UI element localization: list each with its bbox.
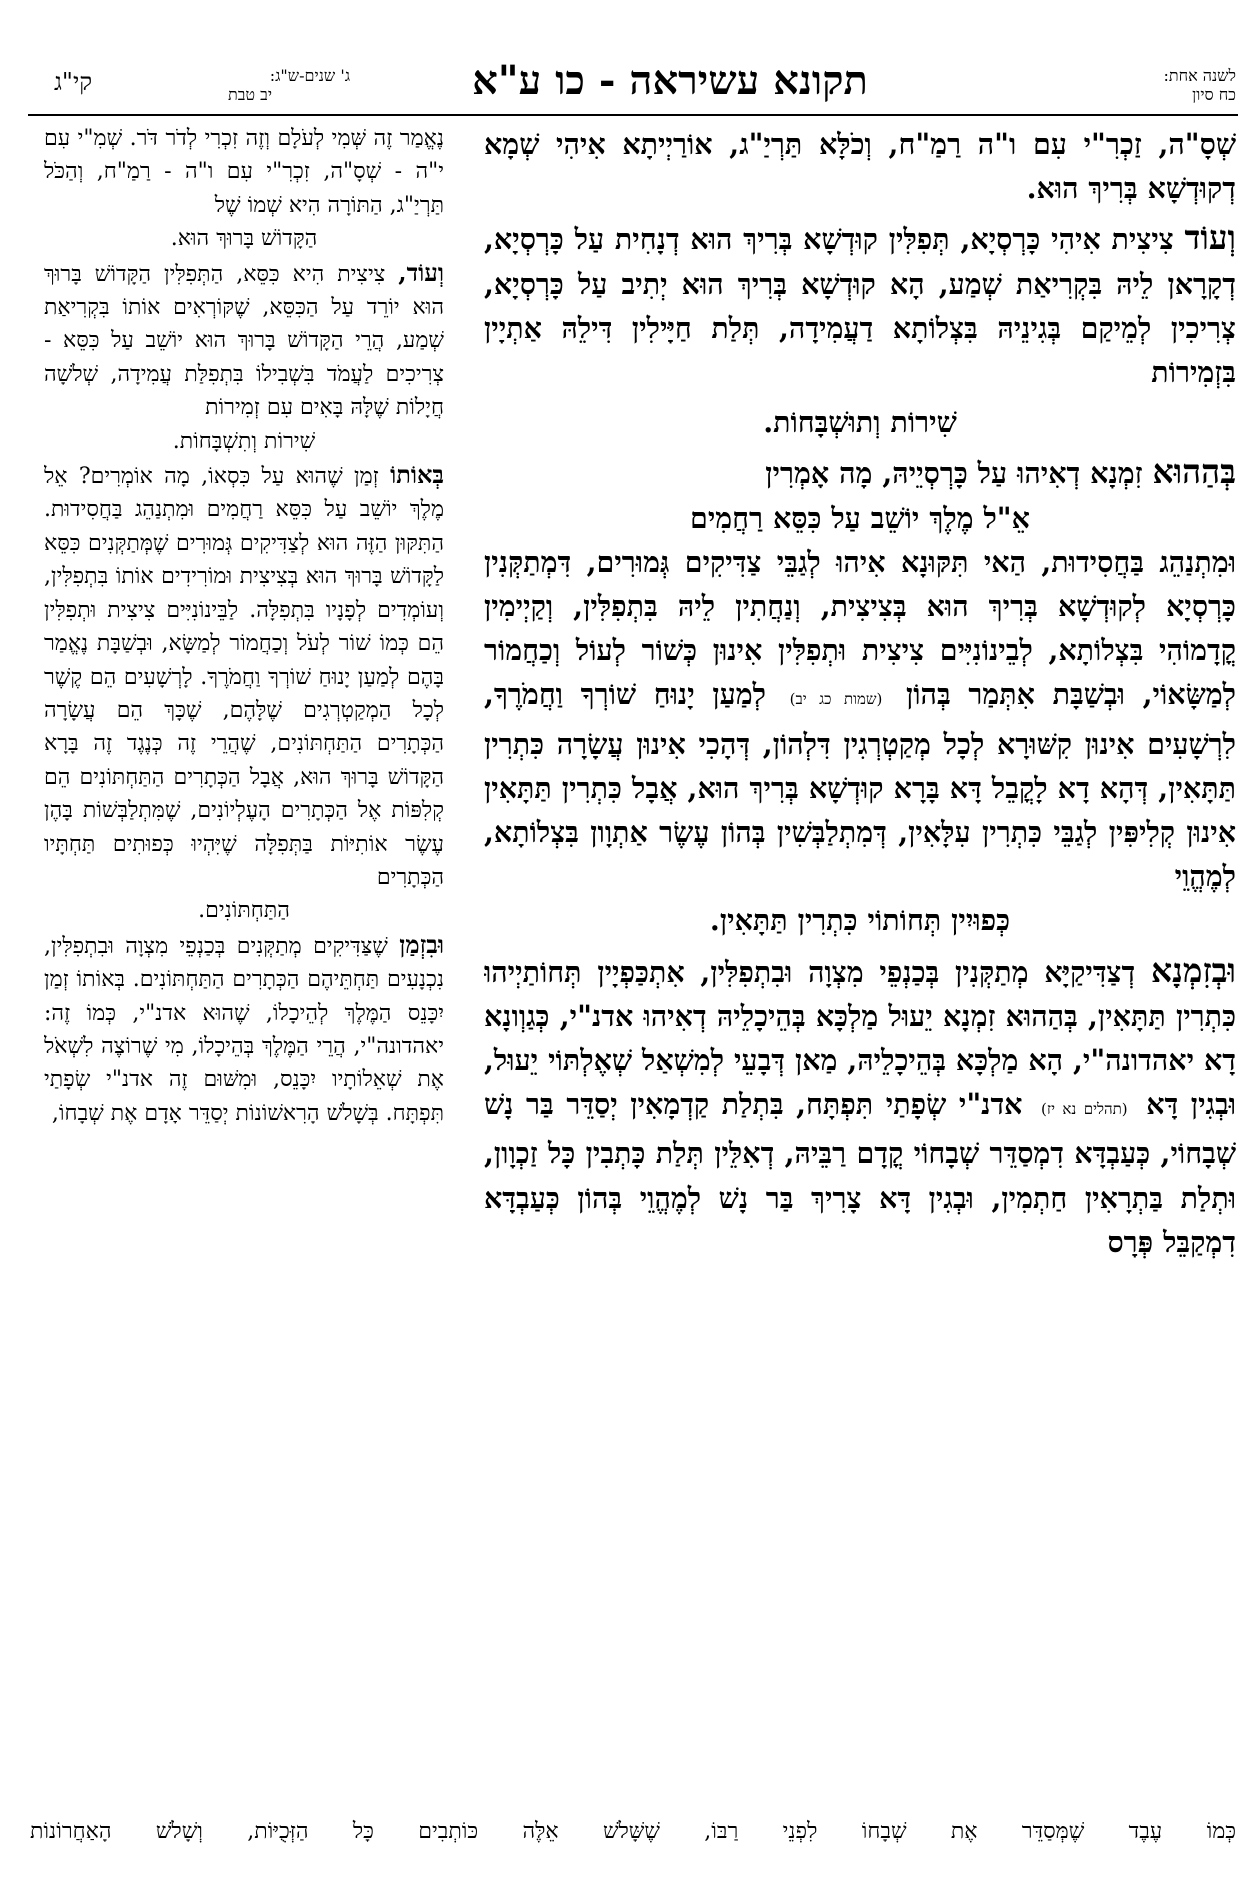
commentary-c4-text: שֶׁצַּדִּיקִים מְתַקְּנִים בְּכַנְפֵי מִצְוָה וּבִתְפִלִּין, נִכְנָעִים תַּחְתֵּיהֶם הַכְּתָרִים הַתַּחְתּוֹנִים. בְּאוֹתוֹ זְמַן יִכָּנֵס הַמֶּלֶךְ לְהֵיכָלוֹ, שֶׁהוּא אדנ"י, כְּמוֹ זֶה: יאהדונה"י, הֲרֵי הַמֶּלֶךְ בְּהֵיכָלוֹ, מִי שֶׁרוֹצֶה לִשְׁאֹל אֶת שְׁאֵלוֹתָיו יִכָּנֵס, וּמִשּׁוּם זֶה אדנ"י שְׂפָתַי תִּפְתָּח. בְּשָׁלֹשׁ הָרִאשׁוֹנוֹת יְסַדֵּר אָדָם אֶת שְׁבָחוֹ, <box>44 933 444 1126</box>
commentary-c1-closing-line: הַקָּדוֹשׁ בָּרוּךְ הוּא. <box>170 226 318 252</box>
commentary-c1-text: נֶאֱמַר זֶה שְּׁמִי לְעֹלָם וְזֶה זִכְרִי לְדֹר דֹּר. שְׁמִ"י עִם י"ה - שְׁסָ"ה, זִכְרִ"י עִם ו"ה - רַמַ"ח, וְהַכֹּל תַּרְיַ"ג, הַתּוֹרָה הִיא שְׁמוֹ שֶׁל <box>44 126 444 218</box>
main-p2-text: צִיצִית אִיהִי כָּרְסְיָא, תְּפִלִּין קוּדְשָׁא בְּרִיךְ הוּא דְנָחִית עַל כָּרְסְיָא, דְקָרָאן לֵיהּ בִּקְרִיאַת שְׁמַע, הָא קוּדְשָׁא בְּרִיךְ הוּא יְתִיב עַל כָּרְסְיָא, צְרִיכִין לְמֵיקַם בְּגִינֵיהּ בִּצְלוֹתָא דַעֲמִידָה, תְּלַת חַיָּילִין דִּילֵהּ אַתְיָין בִּזְמִירוֹת <box>484 222 1236 390</box>
header-date-one-year: כח סיון <box>1192 85 1236 104</box>
commentary-paragraph-3 <box>44 458 444 894</box>
main-p3-lead-word: בְּהַהוּא <box>1152 452 1236 492</box>
main-p2-lead-word: וְעוֹד <box>1184 218 1236 258</box>
main-p2-closing-line: שִׁירוֹת וְתוּשְׁבָּחוֹת. <box>763 405 957 440</box>
main-p3b-text: וּמִתְנַהֵג בַּחֲסִידוּת, הַאי תִּקּוּנָא אִיהוּ לְגַבֵּי צַדִּיקִים גְּמוּרִים, דִּמְתַקְּנִין כָּרְסְיָא לְקוּדְשָׁא בְּרִיךְ הוּא בְּצִיצִית, וְנַחֲתִין לֵיהּ בִּתְפִלִּין, וְקַיְימִין קֳדָמוֹהִי בִּצְלוֹתָא, לְבֵינוֹנִיִּים צִיצִית וּתְפִלִּין אִינוּן כְּשׁוֹר לְעוֹל וְכַחֲמוֹר לְמַשָּׂאוֹי, וּבְשַׁבָּת אִתְּמַר בְּהוֹן <box>484 544 1236 712</box>
main-scripture-reference-1: (שמות כג יב) <box>789 690 883 709</box>
commentary-c2-closing-line: שִׁירוֹת וְתִשְׁבָּחוֹת. <box>172 428 316 454</box>
commentary-c3-text: זְמַן שֶׁהוּא עַל כִּסְאוֹ, מָה אוֹמְרִים? אֵל מֶלֶךְ יוֹשֵׁב עַל כִּסֵּא רַחֲמִים וּמִתְנַהֵג בַּחֲסִידוּת. הַתִּקּוּן הַזֶּה הוּא לְצַדִּיקִים גְּמוּרִים שֶׁמְּתַקְּנִים כִּסֵּא לַקָּדוֹשׁ בָּרוּךְ הוּא בְּצִיצִית וּמוֹרִידִים אוֹתוֹ בִּתְפִלִּין, וְעוֹמְדִים לְפָנָיו בִּתְפִלָּה. לַבֵּינוֹנִיִּים צִיצִית וּתְפִלִּין הֵם כְּמוֹ שׁוֹר לְעֹל וְכַחֲמוֹר לְמַשָּׂא, וּבְשַׁבָּת נֶאֱמַר בָּהֶם לְמַעַן יָנוּחַ שׁוֹרְךָ וַחֲמֹרֶךָ. לָרְשָׁעִים הֵם קֶשֶׁר לְכָל הַמְקַטְרְגִים שֶׁלָּהֶם, שֶׁכָּךְ הֵם עֲשָׂרָה הַכְּתָרִים הַתַּחְתּוֹנִים, שֶׁהֲרֵי זֶה כְּנֶגֶד זֶה בָּרָא הַקָּדוֹשׁ בָּרוּךְ הוּא, אֲבָל הַכְּתָרִים הַתַּחְתּוֹנִים הֵם קְלִפּוֹת אֶל הַכְּתָרִים הָעֶלְיוֹנִים, שֶׁמִּתְלַבְּשׁוֹת בָּהֶן עֶשֶׂר אוֹתִיּוֹת בַּתְּפִלָּה שֶׁיִּהְיוּ כְּפוּתִים תַּחְתָּיו הַכְּתָרִים <box>44 464 444 890</box>
header-date-three-years: יב טבת <box>227 85 273 104</box>
commentary-continuation-line: כְּמוֹ עֶבֶד שֶׁמְּסַדֵּר אֶת שְׁבָחוֹ לִפְנֵי רַבּוֹ, שֶׁשָּׁלֹשׁ אֵלֶּה כּוֹתְבִים כָּל הַזְּכֻיּוֹת, וְשָׁלֹשׁ הָאַחֲרוֹנוֹת <box>30 1819 1236 1844</box>
main-p4b-text: אדנ"י שְׂפָתַי תִּפְתָּח, בִּתְלַת קַדְמָאִין יְסַדֵּר בַּר נָשׁ שְׁבָחוֹי, כְּעַבְדָּא דִמְסַדֵּר שְׁבָחוֹי קֳדָם רַבֵּיהּ, דְאִלֵּין תְּלַת כָּתְבִין כָּל זַכְוָון, וּתְלַת בַּתְרָאִין חַתְמִין, וּבְגִין דָּא צָרִיךְ בַּר נָשׁ לְמֶהֱוֵי בְּהוֹן כְּעַבְדָּא דִמְקַבֵּל פְּרָס <box>484 1087 1236 1259</box>
commentary-paragraph-4 <box>44 928 444 1130</box>
header-right-box <box>1036 66 1236 104</box>
page-title: תקונא עשיראה - כו ע"א <box>472 57 868 104</box>
main-p4-text: דְצַדִּיקַיָּא מְתַקְּנִין בְּכַנְפֵי מִצְוָה וּבִתְפִלִּין, אִתְכַּפְיָין תְּחוֹתַיְיהוּ כִּתְרִין תַּתָּאִין, בְּהַהוּא זִמְנָא יֵעוּל מַלְכָּא בְּהֵיכָלֵיהּ דְאִיהוּ אדנ"י, כְּגַוְונָא דָא יאהדונה"י, הָא מַלְכָּא בְּהֵיכָלֵיהּ, מַאן דְּבָעֵי לְמִשְׁאַל שְׁאֶלְתּוֹי יֵעוּל, וּבְגִין דָּא <box>484 954 1236 1122</box>
commentary-c2-text: צִיצִית הִיא כִּסֵּא, הַתְּפִלִּין הַקָּדוֹשׁ בָּרוּךְ הוּא יוֹרֵד עַל הַכִּסֵּא, שֶׁקּוֹרְאִים אוֹתוֹ בִּקְרִיאַת שְׁמַע, הֲרֵי הַקָּדוֹשׁ בָּרוּךְ הוּא יוֹשֵׁב עַל כִּסֵּא - צְרִיכִים לַעֲמֹד בִּשְׁבִילוֹ בִּתְפִלַּת עֲמִידָה, שְׁלֹשָׁה חֲיָלוֹת שֶׁלָּהּ בָּאִים עִם זְמִירוֹת <box>44 261 444 421</box>
header-divider <box>28 114 1238 116</box>
header-schedule-three-years: ג' שנים-ש"ג: <box>269 66 350 85</box>
page-number: קי"ג <box>54 68 93 96</box>
main-scripture-reference-2: (תהלים נא יז) <box>1041 1100 1128 1119</box>
commentary-c3-lead-word: בְּאוֹתוֹ <box>390 460 444 490</box>
main-paragraph-3 <box>484 450 1236 495</box>
main-paragraph-2 <box>484 216 1236 394</box>
commentary-c3-closing-line: הַתַּחְתּוֹנִים. <box>198 898 290 924</box>
header-schedule-one-year: לשנה אחת: <box>1163 66 1236 85</box>
commentary-c4-lead-word: וּבִזְמַן <box>399 929 444 959</box>
commentary-paragraph-1 <box>44 122 444 222</box>
main-p3-centered-line: אֵ"ל מֶלֶךְ יוֹשֵׁב עַל כִּסֵּא רַחֲמִים <box>690 500 1030 535</box>
main-paragraph-4 <box>484 949 1236 1264</box>
main-p3-text: זִמְנָא דְאִיהוּ עַל כָּרְסְיֵיהּ, מָה אָמְרִין <box>765 456 1143 491</box>
commentary-paragraph-2 <box>44 256 444 425</box>
header-left-box <box>150 66 350 104</box>
main-p4-lead-word: וּבְזִמְנָא <box>1150 950 1236 990</box>
main-paragraph-1 <box>484 122 1236 210</box>
main-p3-closing-line: כְּפוּיִין תְּחוֹתוֹי כִּתְרִין תַּתָּאִין. <box>709 903 1011 938</box>
commentary-column <box>44 122 444 1812</box>
main-p3c-text: לְמַעַן יָנוּחַ שׁוֹרְךָ וַחֲמֹרֶךָ, לִרְשָׁעִים אִינוּן קִשּׁוּרָא לְכָל מְקַטְרְגִין דִּלְהוֹן, דְּהָכִי אִינוּן עֲשָׂרָה כִּתְרִין תַּתָּאִין, דְּהָא דָא לָקֳבֵל דָּא בָּרָא קוּדְשָׁא בְּרִיךְ הוּא, אֲבָל כִּתְרִין תַּתָּאִין אִינוּן קְלִיפִּין לְגַבֵּי כִּתְרִין עִלָּאִין, דְּמִתְלַבְּשִׁין בְּהוֹן עֶשֶׂר אַתְוָון בִּצְלוֹתָא, לְמֶהֱוֵי <box>484 677 1236 894</box>
main-p1-text: שְׁסָ"ה, זַכְרִ"י עִם ו"ה רַמַ"ח, וְכֹלָּא תַּרְיַ"ג, אוֹרַיְיתָא אִיהִי שְׁמָא דְקוּדְשָׁא בְּרִיךְ הוּא. <box>484 127 1236 206</box>
commentary-c2-lead-word: וְעוֹד, <box>398 257 444 287</box>
main-text-column <box>484 122 1236 1812</box>
main-paragraph-3-cont <box>484 540 1236 899</box>
